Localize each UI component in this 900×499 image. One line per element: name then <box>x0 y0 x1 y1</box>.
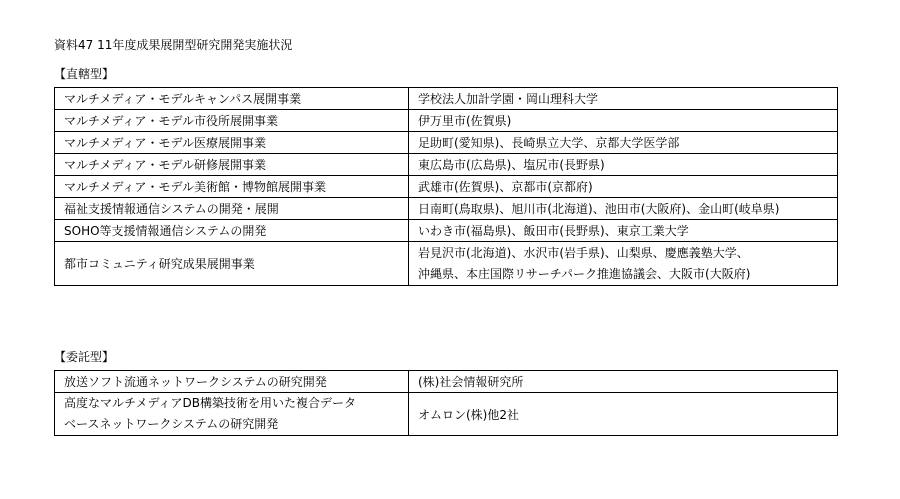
project-name-cell: マルチメディア・モデル研修展開事業 <box>55 154 409 176</box>
project-name-line: ベースネットワークシステムの研究開発 <box>64 417 279 431</box>
organization-cell: 武雄市(佐賀県)、京都市(京都府) <box>409 176 838 198</box>
project-name-cell: 放送ソフト流通ネットワークシステムの研究開発 <box>55 371 409 393</box>
organization-cell: いわき市(福島県)、飯田市(長野県)、東京工業大学 <box>409 220 838 242</box>
project-name-cell: SOHO等支援情報通信システムの開発 <box>55 220 409 242</box>
section-label-direct: 【直轄型】 <box>54 67 115 81</box>
direct-projects-table <box>54 87 838 286</box>
organization-cell: オムロン(株)他2社 <box>409 393 838 436</box>
project-name-cell: マルチメディア・モデル医療展開事業 <box>55 132 409 154</box>
project-name-cell: マルチメディア・モデル美術館・博物館展開事業 <box>55 176 409 198</box>
organization-cell: (株)社会情報研究所 <box>409 371 838 393</box>
table-row <box>55 393 838 436</box>
table-row <box>55 110 838 132</box>
organization-cell: 学校法人加計学園・岡山理科大学 <box>409 88 838 110</box>
table-row <box>55 154 838 176</box>
project-name-cell: マルチメディア・モデルキャンパス展開事業 <box>55 88 409 110</box>
table-row <box>55 220 838 242</box>
organization-line: 岩見沢市(北海道)、水沢市(岩手県)、山梨県、慶應義塾大学、 <box>418 245 749 260</box>
table-row <box>55 176 838 198</box>
table-row <box>55 371 838 393</box>
commissioned-projects-table <box>54 370 838 436</box>
organization-cell <box>409 242 838 286</box>
section-label-commissioned: 【委託型】 <box>54 350 115 364</box>
project-name-cell <box>55 393 409 436</box>
organization-line: 沖縄県、本庄国際リサーチパーク推進協議会、大阪市(大阪府) <box>418 266 751 281</box>
organization-cell: 日南町(鳥取県)、旭川市(北海道)、池田市(大阪府)、金山町(岐阜県) <box>409 198 838 220</box>
organization-cell: 伊万里市(佐賀県) <box>409 110 838 132</box>
organization-cell: 東広島市(広島県)、塩尻市(長野県) <box>409 154 838 176</box>
table-row <box>55 242 838 286</box>
project-name-cell: 福祉支援情報通信システムの開発・展開 <box>55 198 409 220</box>
project-name-cell: 都市コミュニティ研究成果展開事業 <box>55 242 409 286</box>
organization-cell: 足助町(愛知県)、長崎県立大学、京都大学医学部 <box>409 132 838 154</box>
table-row <box>55 132 838 154</box>
direct-projects-body <box>55 88 838 242</box>
table-row <box>55 88 838 110</box>
page-title: 資料47 11年度成果展開型研究開発実施状況 <box>54 38 293 52</box>
project-name-line: 高度なマルチメディアDB構築技術を用いた複合データ <box>64 396 357 410</box>
table-row <box>55 198 838 220</box>
project-name-cell: マルチメディア・モデル市役所展開事業 <box>55 110 409 132</box>
